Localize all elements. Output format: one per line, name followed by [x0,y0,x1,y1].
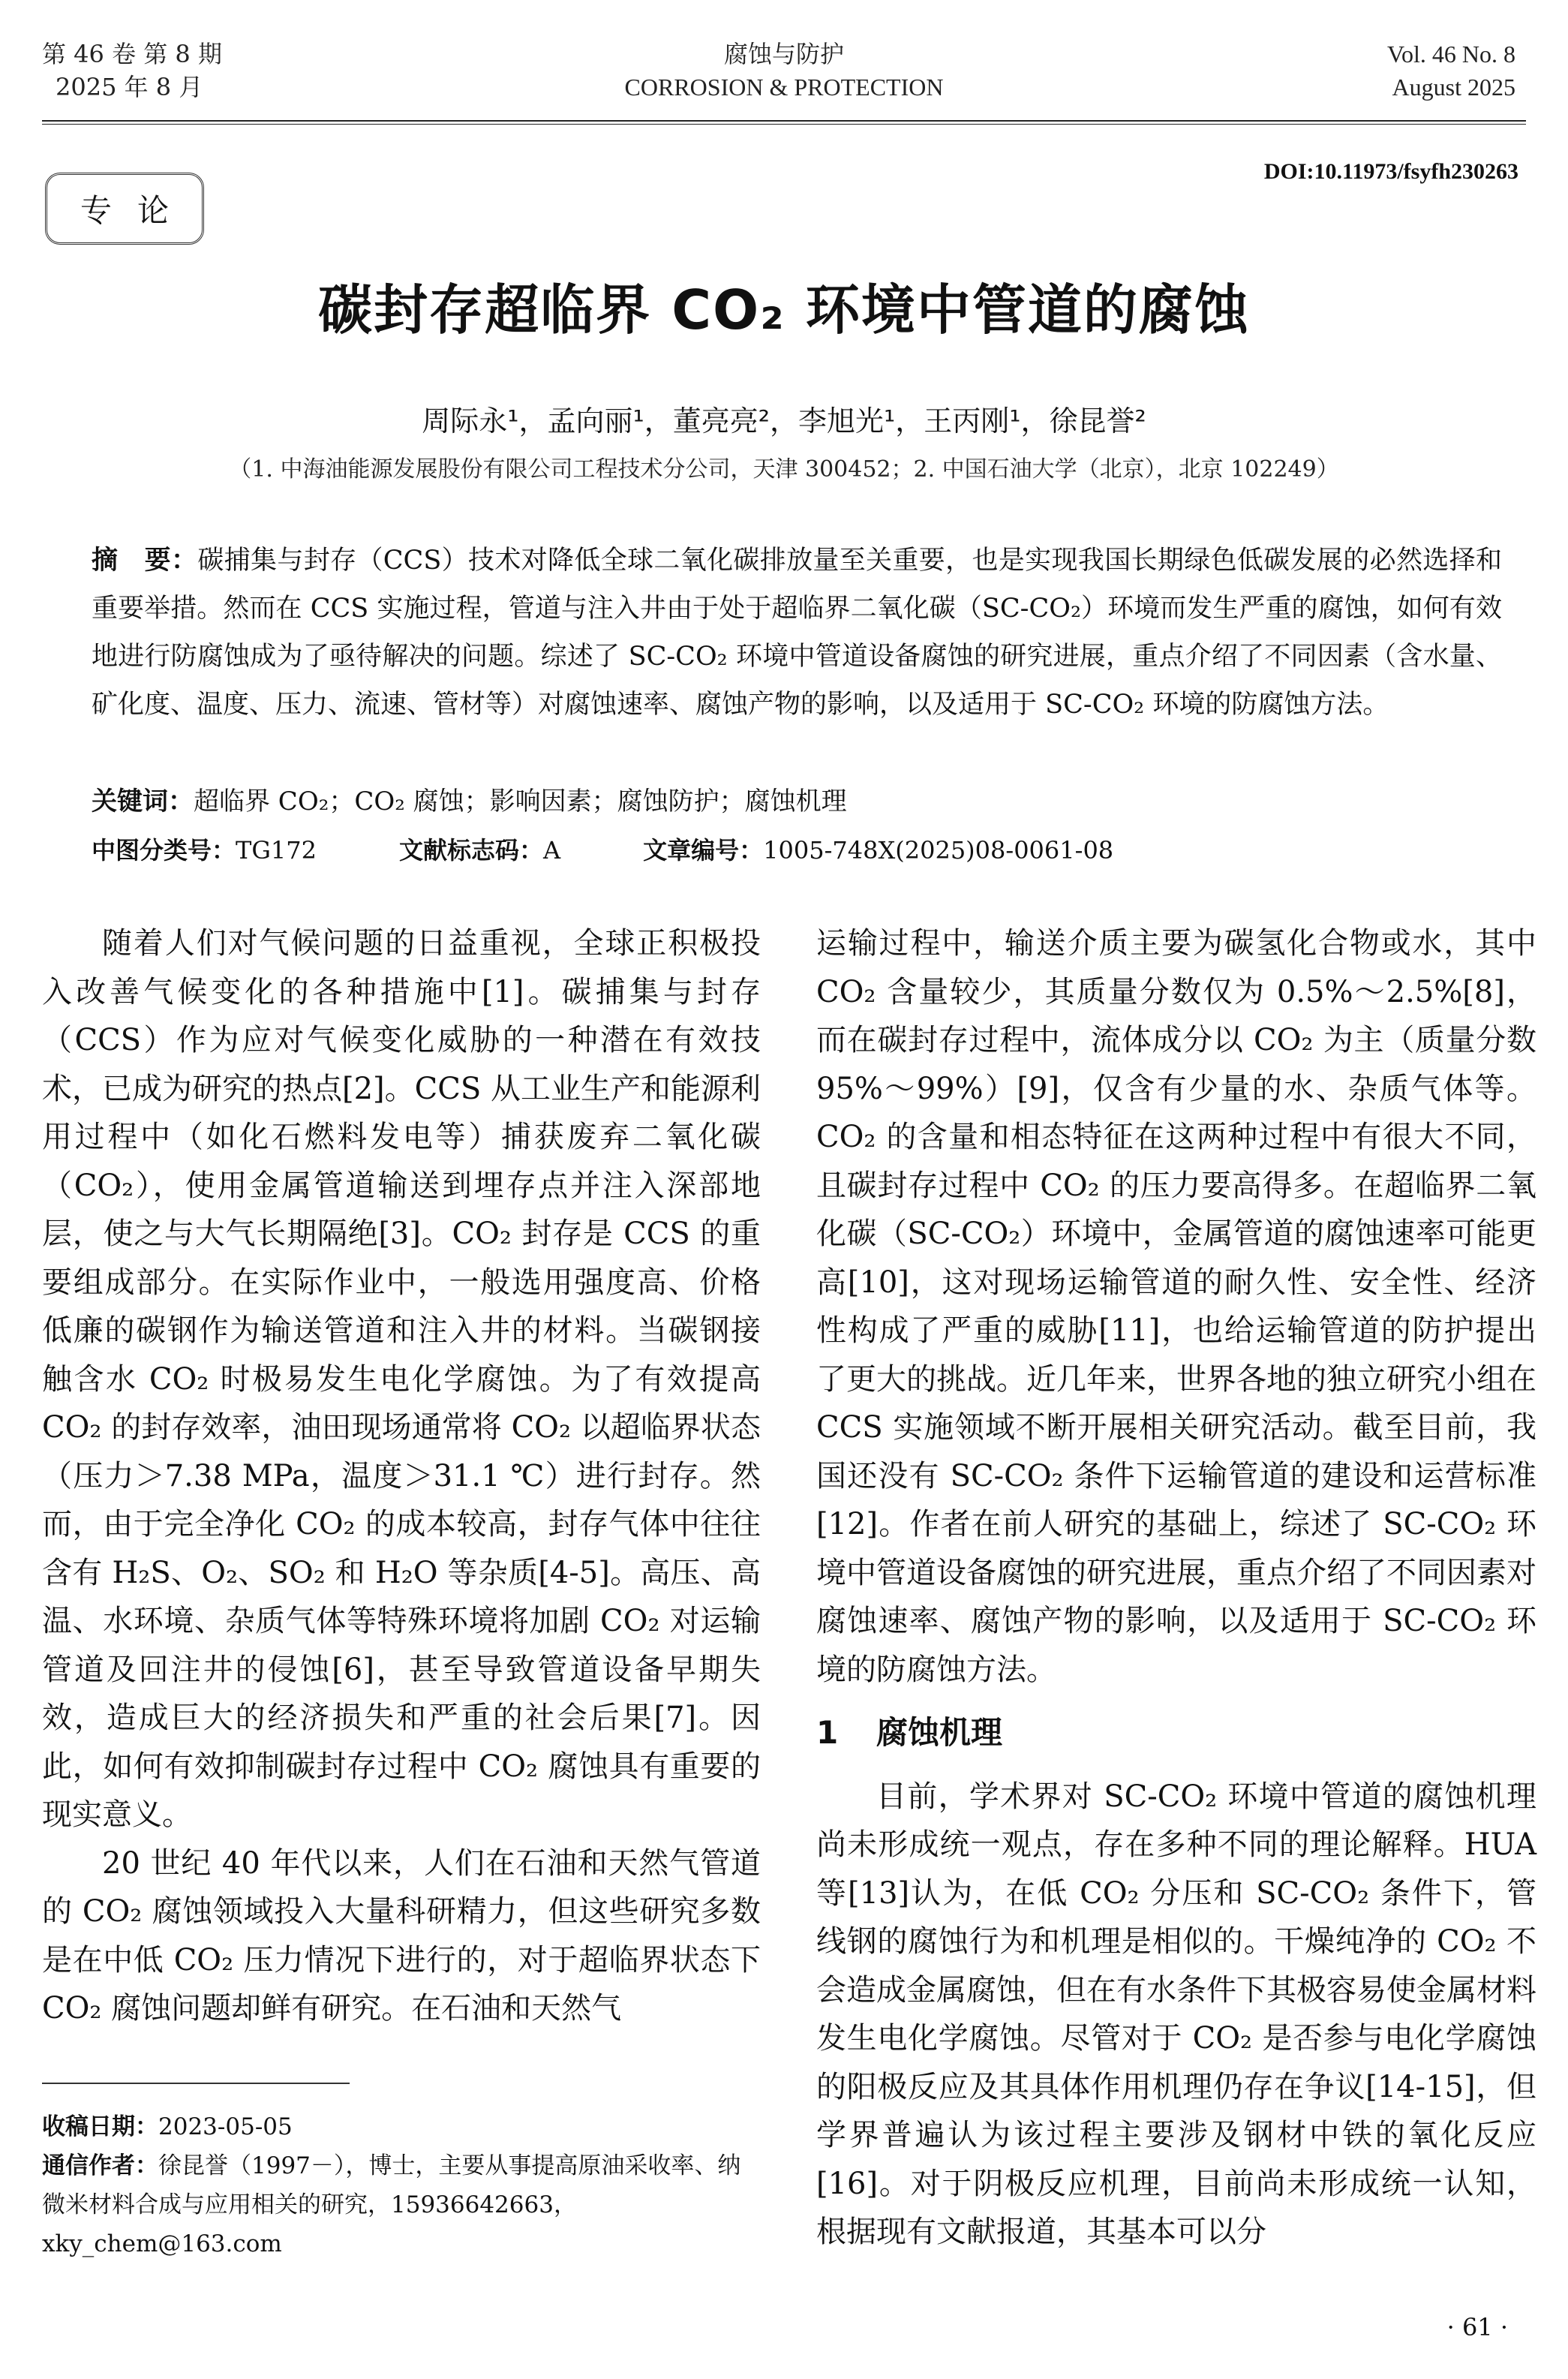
column-label-badge: 专论 [45,173,204,245]
section-heading [816,1709,1536,1758]
doc-code-value: A [543,836,561,865]
keywords-text: 超临界 CO₂；CO₂ 腐蚀；影响因素；腐蚀防护；腐蚀机理 [194,786,847,817]
journal-volume-issue [42,38,222,104]
abstract-text: 碳捕集与封存（CCS）技术对降低全球二氧化碳排放量至关重要，也是实现我国长期绿色低碳发展的必然选择和重要举措。然而在 CCS 实施过程，管道与注入井由于处于超临界二氧化碳（SC-CO₂）环境而发生严重的腐蚀，如何有效地进行防腐蚀成为了亟待解决的问题。综述了 SC-CO₂ 环境中管道设备腐蚀的研究进展，重点介绍了不同因素（含水量、矿化度、温度、压力、流速、管材等）对腐蚀速率、腐蚀产物的影响，以及适用于 SC-CO₂ 环境的防腐蚀方法。 [92,546,1502,720]
abstract [92,537,1502,729]
author-list: 周际永¹，孟向丽¹，董亮亮²，李旭光¹，王丙刚¹，徐昆誉² [422,405,1146,438]
journal-name-en: CORROSION & PROTECTION [624,74,944,101]
clc-label: 中图分类号： [92,836,236,865]
journal-name-cn: 腐蚀与防护 [723,40,844,68]
corresponding-author [42,2146,761,2263]
volume-issue: 第 46 卷 第 8 期 [42,40,222,68]
header-rule-thin [42,124,1526,125]
header-rule [42,120,1526,122]
issue-date-en: August 2025 [1392,74,1515,101]
received-date [42,2107,761,2146]
author-value: 徐昆誉（1997－），博士，主要从事提高原油采收率、纳微米材料合成与应用相关的研究，15936642663，xky_chem@163.com [42,2152,741,2257]
affiliations: （1. 中海油能源发展股份有限公司工程技术分公司，天津 300452；2. 中国石油大学（北京），北京 102249） [229,456,1339,483]
clc-value: TG172 [236,836,317,865]
journal-volume-en [1387,38,1515,104]
page-number: · 61 · [1446,2313,1508,2341]
doc-code-label: 文献标志码： [399,836,544,865]
section-title: 腐蚀机理 [876,1714,1003,1751]
issue-date: 2025 年 8 月 [56,73,203,101]
received-value: 2023-05-05 [158,2113,293,2140]
keywords-label: 关键词： [92,786,194,817]
section-number: 1 [816,1714,839,1751]
received-label: 收稿日期： [42,2113,158,2140]
footnote-rule [42,2083,350,2084]
abstract-label: 摘 要： [92,546,198,576]
body-paragraph: 20 世纪 40 年代以来，人们在石油和天然气管道的 CO₂ 腐蚀领域投入大量科研精力，但这些研究多数是在中低 CO₂ 压力情况下进行的，对于超临界状态下 CO₂ 腐蚀问题却鲜有研究。在石油和天然气 [42,1845,761,2026]
body-paragraph: 目前，学术界对 SC-CO₂ 环境中管道的腐蚀机理尚未形成统一观点，存在多种不同的理论解释。HUA 等[13]认为，在低 CO₂ 分压和 SC-CO₂ 条件下，管线钢的腐蚀行为和机理是相似的。干燥纯净的 CO₂ 不会造成金属腐蚀，但在有水条件下其极容易使金属材料发生电化学腐蚀。尽管对于 CO₂ 是否参与电化学腐蚀的阳极反应及其具体作用机理仍存在争议[14-15]，但学界普遍认为该过程主要涉及钢材中铁的氧化反应[16]。对于阴极反应机理，目前尚未形成统一认知，根据现有文献报道，其基本可以分 [816,1779,1536,2249]
volume-issue-en: Vol. 46 No. 8 [1387,41,1515,68]
body-column-right [816,919,1536,2257]
footnote [42,2107,761,2263]
doi[interactable]: DOI:10.11973/fsyfh230263 [1263,159,1518,184]
author-label: 通信作者： [42,2152,158,2179]
body-paragraph: 运输过程中，输送介质主要为碳氢化合物或水，其中 CO₂ 含量较少，其质量分数仅为 0.5%～2.5%[8]，而在碳封存过程中，流体成分以 CO₂ 为主（质量分数 95%～99%）[9]，仅含有少量的水、杂质气体等。CO₂ 的含量和相态特征在这两种过程中有很大不同，且碳封存过程中 CO₂ 的压力要高得多。在超临界二氧化碳（SC-CO₂）环境中，金属管道的腐蚀速率可能更高[10]，这对现场运输管道的耐久性、安全性、经济性构成了严重的威胁[11]，也给运输管道的防护提出了更大的挑战。近几年来，世界各地的独立研究小组在 CCS 实施领域不断开展相关研究活动。截至目前，我国还没有 SC-CO₂ 条件下运输管道的建设和运营标准[12]。作者在前人研究的基础上，综述了 SC-CO₂ 环境中管道设备腐蚀的研究进展，重点介绍了不同因素对腐蚀速率、腐蚀产物的影响，以及适用于 SC-CO₂ 环境的防腐蚀方法。 [816,926,1536,1687]
body-paragraph: 随着人们对气候问题的日益重视，全球正积极投入改善气候变化的各种措施中[1]。碳捕集与封存（CCS）作为应对气候变化威胁的一种潜在有效技术，已成为研究的热点[2]。CCS 从工业生产和能源利用过程中（如化石燃料发电等）捕获废弃二氧化碳（CO₂），使用金属管道输送到埋存点并注入深部地层，使之与大气长期隔绝[3]。CO₂ 封存是 CCS 的重要组成部分。在实际作业中，一般选用强度高、价格低廉的碳钢作为输送管道和注入井的材料。当碳钢接触含水 CO₂ 时极易发生电化学腐蚀。为了有效提高 CO₂ 的封存效率，油田现场通常将 CO₂ 以超临界状态（压力＞7.38 MPa，温度＞31.1 ℃）进行封存。然而，由于完全净化 CO₂ 的成本较高，封存气体中往往含有 H₂S、O₂、SO₂ 和 H₂O 等杂质[4-5]。高压、高温、水环境、杂质气体等特殊环境将加剧 CO₂ 对运输管道及回注井的侵蚀[6]，甚至导致管道设备早期失效，造成巨大的经济损失和严重的社会后果[7]。因此，如何有效抑制碳封存过程中 CO₂ 腐蚀具有重要的现实意义。 [42,926,761,1832]
classification-line [92,832,1502,866]
body-column-left [42,919,761,2033]
keywords [92,780,847,817]
article-number-value: 1005-748X(2025)08-0061-08 [763,836,1114,865]
article-number-label: 文章编号： [643,836,764,865]
journal-name [484,38,1084,104]
article-title: 碳封存超临界 CO₂ 环境中管道的腐蚀 [318,278,1250,341]
